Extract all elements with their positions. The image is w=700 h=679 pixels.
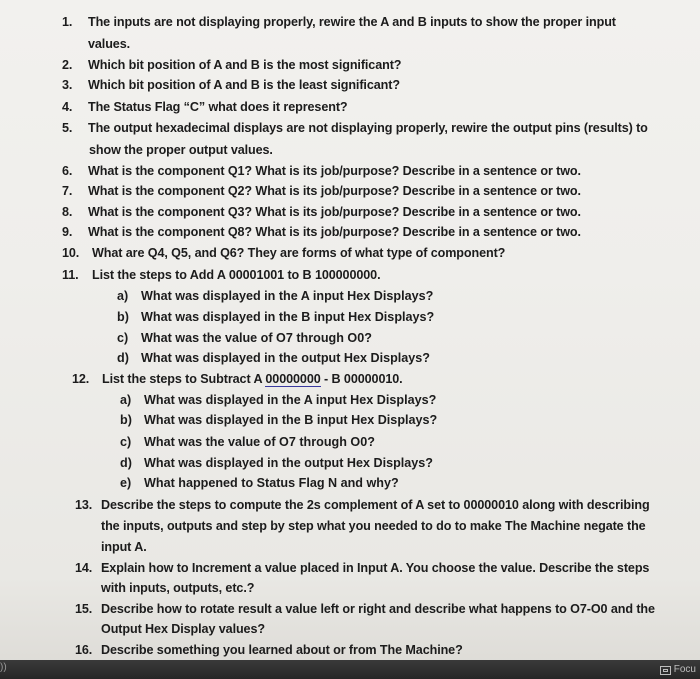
question-13 [75, 497, 650, 514]
sub-letter: a) [117, 289, 129, 303]
question-text: The output hexadecimal displays are not displaying properly, rewire the output pins (results) to [88, 121, 648, 135]
question-5 [62, 120, 648, 137]
question-text: List the steps to Add A 00001001 to B 100000000. [92, 268, 381, 282]
question-15 [75, 601, 655, 618]
bottom-left-indicator: )) [0, 662, 7, 673]
question-text: Which bit position of A and B is the most significant? [88, 58, 402, 72]
question-number: 1. [62, 15, 73, 29]
sub-letter: c) [117, 331, 129, 345]
bottom-toolbar [0, 660, 700, 679]
sub-letter: b) [117, 310, 129, 324]
q12-sub-e [120, 475, 399, 492]
question-number: 10. [62, 246, 80, 260]
question-number: 11. [62, 268, 79, 282]
question-text: What is the component Q8? What is its job/purpose? Describe in a sentence or two. [88, 225, 581, 239]
question-16 [75, 642, 463, 659]
question-number: 9. [62, 225, 73, 239]
question-number: 12. [72, 372, 90, 386]
focus-button[interactable] [657, 663, 700, 677]
question-12 [72, 371, 403, 388]
question-number: 2. [62, 58, 73, 72]
q12-sub-d [120, 455, 433, 472]
question-text: Describe something you learned about or from The Machine? [101, 643, 463, 657]
sub-text: What was displayed in the B input Hex Displays? [141, 310, 435, 324]
question-text-underlined: 00000000 [265, 372, 321, 386]
focus-icon [660, 666, 671, 675]
question-3 [62, 77, 400, 94]
question-8 [62, 204, 581, 221]
q12-sub-b [120, 412, 437, 429]
question-10 [62, 245, 505, 262]
question-7 [62, 183, 581, 200]
question-text: Which bit position of A and B is the least significant? [88, 78, 400, 92]
q11-sub-a [117, 288, 433, 305]
sub-text: What was the value of O7 through O0? [141, 331, 372, 345]
question-6 [62, 163, 581, 180]
question-number: 3. [62, 78, 73, 92]
question-number: 7. [62, 184, 73, 198]
sub-text: What was displayed in the A input Hex Displays? [144, 393, 437, 407]
sub-letter: a) [120, 393, 132, 407]
question-1 [62, 14, 616, 31]
sub-letter: e) [120, 476, 132, 490]
question-13-continuation: input A. [101, 540, 147, 554]
question-15-continuation: Output Hex Display values? [101, 622, 265, 636]
question-5-continuation: show the proper output values. [89, 143, 273, 157]
question-number: 5. [62, 121, 73, 135]
q12-sub-a [120, 392, 436, 409]
question-11 [62, 267, 380, 284]
sub-letter: b) [120, 413, 132, 427]
sub-text: What was the value of O7 through O0? [144, 435, 375, 449]
sub-text: What was displayed in the output Hex Displays? [144, 456, 434, 470]
q11-sub-b [117, 309, 434, 326]
sub-text: What was displayed in the output Hex Displays? [141, 351, 431, 365]
question-text: Describe how to rotate result a value left or right and describe what happens to O7-O0 and the [101, 602, 655, 616]
question-text: What is the component Q3? What is its job/purpose? Describe in a sentence or two. [88, 205, 581, 219]
sub-letter: d) [120, 456, 132, 470]
q12-sub-c [120, 434, 375, 451]
question-text-prefix: List the steps to Subtract A [102, 372, 266, 386]
q11-sub-c [117, 330, 372, 347]
question-number: 6. [62, 164, 73, 178]
sub-text: What was displayed in the A input Hex Displays? [141, 289, 434, 303]
question-14-continuation: with inputs, outputs, etc.? [101, 581, 255, 595]
question-number: 4. [62, 100, 73, 114]
q11-sub-d [117, 350, 430, 367]
question-13-continuation: the inputs, outputs and step by step what you needed to do to make The Machine negate the [101, 519, 646, 533]
question-text: Describe the steps to compute the 2s complement of A set to 00000010 along with describing [101, 498, 650, 512]
question-9 [62, 224, 581, 241]
question-number: 16. [75, 643, 93, 657]
question-text: The Status Flag “C” what does it represent? [88, 100, 348, 114]
question-text: The inputs are not displaying properly, rewire the A and B inputs to show the proper input [88, 15, 616, 29]
question-text: What is the component Q2? What is its job/purpose? Describe in a sentence or two. [88, 184, 581, 198]
question-text-suffix: - B 00000010. [320, 372, 403, 386]
question-1-continuation: values. [88, 37, 131, 51]
question-text: What is the component Q1? What is its job/purpose? Describe in a sentence or two. [88, 164, 581, 178]
question-text: Explain how to Increment a value placed in Input A. You choose the value. Describe the steps [101, 561, 650, 575]
question-number: 13. [75, 498, 93, 512]
sub-text: What happened to Status Flag N and why? [144, 476, 399, 490]
sub-letter: d) [117, 351, 129, 365]
question-4 [62, 99, 348, 116]
question-2 [62, 57, 401, 74]
question-number: 14. [75, 561, 93, 575]
sub-letter: c) [120, 435, 132, 449]
question-number: 8. [62, 205, 73, 219]
sub-text: What was displayed in the B input Hex Displays? [144, 413, 438, 427]
question-14 [75, 560, 649, 577]
focus-label: Focu [673, 664, 696, 675]
question-number: 15. [75, 602, 93, 616]
question-text: What are Q4, Q5, and Q6? They are forms of what type of component? [92, 246, 506, 260]
